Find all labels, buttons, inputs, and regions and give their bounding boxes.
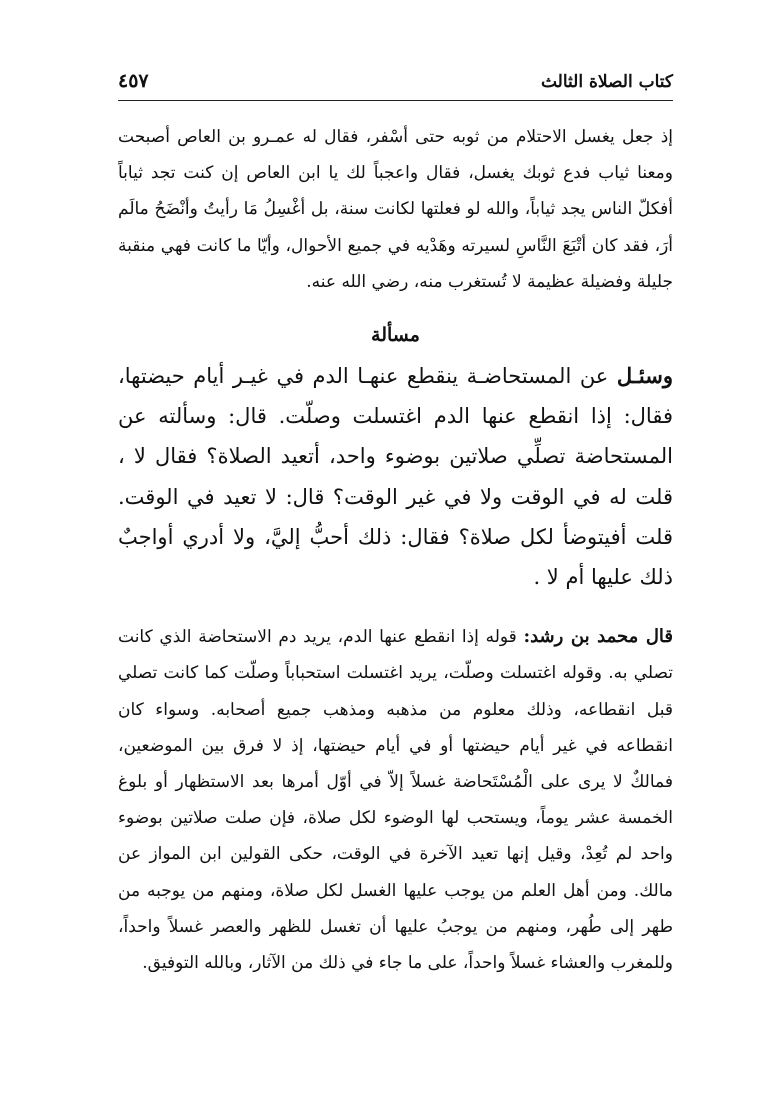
commentary-lead: قال محمد بن رشد: <box>523 626 673 648</box>
body-paragraph: إذ جعل يغسل الاحتلام من ثوبه حتى أسْفر، فقال له عمـرو بن العاص أصبحت ومعنا ثياب فدع ثوبك يغسل، فقال واعجباً لك يا ابن العاص إن كنت تجد ثياباً أفكلّ الناس يجد ثياباً، والله لو فعلتها لكانت سنة، بل أغْسِلُ مَا رأيتُ وأنْضَحُ مالَم أرَ، فقد كان أتْبَعَ النَّاسِ لسيرته وهَدْيه في جميع الأحوال، وأيّا ما كانت فهي منقبة جليلة وفضيلة عظيمة لا تُستغرب منه، رضي الله عنه. <box>118 127 673 292</box>
question-paragraph <box>118 356 673 597</box>
commentary-body: قوله إذا انقطع عنها الدم، يريد دم الاستحاضة الذي كانت تصلي به. وقوله اغتسلت وصلّت، يريد اغتسلت استحباباً وصلّت كما كانت تصلي قبل انقطاعه، وذلك معلوم من مذهبه ومذهب جميع أصحابه. وسواء كان انقطاعه في غير أيام حيضتها أو في أيام حيضتها، إذ لا فرق بين الموضعين، فمالكٌ لا يرى على الْمُسْتَحاضة غسلاً إلاّ في أوّل أمرها بعد الاستظهار أو بلوغ الخمسة عشر يوماً، ويستحب لها الوضوء لكل صلاة، فإن صلت صلاتين بوضوء واحد لم تُعِدْ، وقيل إنها تعيد الآخرة في الوقت، حكى القولين ابن المواز عن مالك. ومن أهل العلم من يوجب عليها الغسل لكل صلاة، ومنهم من يوجبه من طهر إلى طُهر، ومنهم من يوجبُ عليها أن تغسل للظهر والعصر غسلاً واحداً، وللمغرب والعشاء غسلاً واحداً، على ما جاء في ذلك من الآثار، وبالله التوفيق. <box>118 627 673 974</box>
commentary-paragraph <box>118 619 673 981</box>
book-page <box>118 60 673 998</box>
running-title: كتاب الصلاة الثالث <box>540 72 673 92</box>
question-body: عن المستحاضـة ينقطع عنهـا الدم في غيـر أيام حيضتها، فقال: إذا انقطع عنها الدم اغتسلت وصلّت. قال: وسألته عن المستحاضة تصلِّي صلاتين بوضوء واحد، أتعيد الصلاة؟ فقال لا ، قلت له في الوقت ولا في غير الوقت؟ قال: لا تعيد في الوقت. قلت أفيتوضأ لكل صلاة؟ فقال: ذلك أحبُّ إليَّ، ولا أدري أواجبٌ ذلك عليها أم لا . <box>118 364 673 590</box>
section-heading: مسألة <box>371 324 420 347</box>
page-header <box>118 60 673 101</box>
page-number: ٤٥٧ <box>118 70 149 92</box>
question-lead: وسئـل <box>616 363 673 389</box>
